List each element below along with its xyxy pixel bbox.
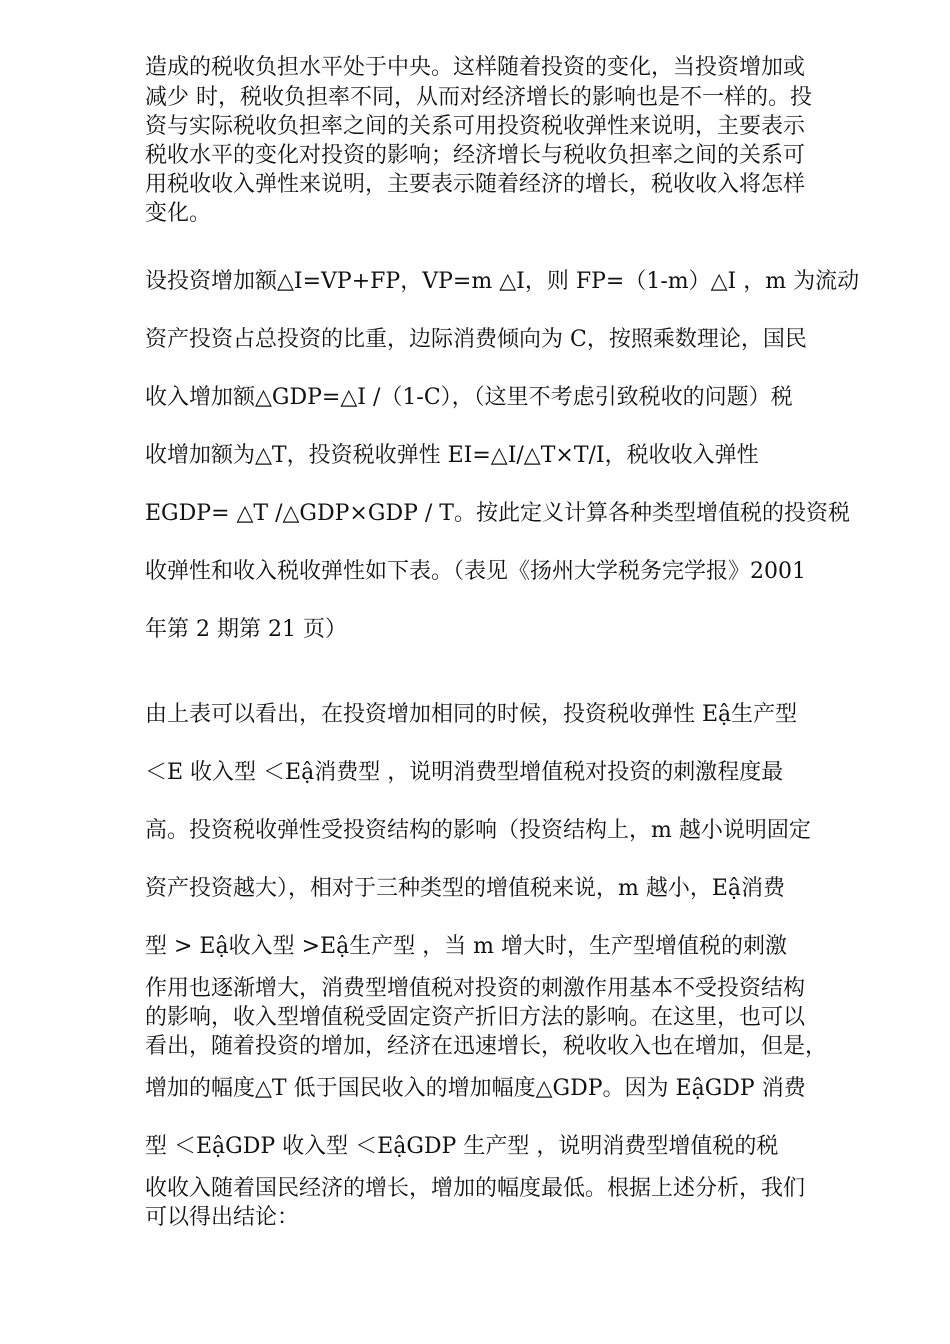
text-line: 年第 2 期第 21 页） xyxy=(145,617,347,642)
text-line: 资与实际税收负担率之间的关系可用投资税收弹性来说明，主要表示 xyxy=(145,114,806,139)
text-line: 收增加额为△T，投资税收弹性 EI=△I/△T×T/I，税收收入弹性 xyxy=(145,443,759,468)
text-line: 造成的税收负担水平处于中央。这样随着投资的变化，当投资增加或 xyxy=(145,55,806,80)
text-line: 由上表可以看出，在投资增加相同的时候，投资税收弹性 Eậ生产型 xyxy=(145,702,798,727)
text-line: 减少 时，税收负担率不同，从而对经济增长的影响也是不一样的。投 xyxy=(145,85,812,110)
text-line: 的影响，收入型增值税受固定资产折旧方法的影响。在这里，也可以 xyxy=(145,1005,806,1030)
text-line: 可以得出结论： xyxy=(145,1205,300,1230)
text-line: 高。投资税收弹性受投资结构的影响（投资结构上，m 越小说明固定 xyxy=(145,818,811,843)
text-line: 作用也逐渐增大，消费型增值税对投资的刺激作用基本不受投资结构 xyxy=(145,976,806,1001)
text-line: 型 ＜EậGDP 收入型 ＜EậGDP 生产型 ，说明消费型增值税的税 xyxy=(145,1134,779,1159)
text-line: 设投资增加额△I=VP+FP，VP=m △I，则 FP=（1-m）△I ，m 为流动 xyxy=(145,269,860,294)
text-line: 增加的幅度△T 低于国民收入的增加幅度△GDP。因为 EậGDP 消费 xyxy=(145,1076,806,1101)
text-line: ＜E 收入型 ＜Eậ消费型 ，说明消费型增值税对投资的刺激程度最 xyxy=(145,760,784,785)
text-line: 收弹性和收入税收弹性如下表。（表见《扬州大学税务完学报》2001 xyxy=(145,559,806,584)
text-line: 资产投资越大），相对于三种类型的增值税来说，m 越小，Eậ消费 xyxy=(145,876,786,901)
text-line: 收入增加额△GDP=△I /（1-C），（这里不考虑引致税收的问题）税 xyxy=(145,385,793,410)
text-line: 用税收收入弹性来说明，主要表示随着经济的增长，税收收入将怎样 xyxy=(145,172,806,197)
text-line: 看出，随着投资的增加，经济在迅速增长，税收收入也在增加，但是， xyxy=(145,1034,828,1059)
text-line: 资产投资占总投资的比重，边际消费倾向为 C，按照乘数理论，国民 xyxy=(145,327,807,352)
text-line: 税收水平的变化对投资的影响；经济增长与税收负担率之间的关系可 xyxy=(145,143,806,168)
text-line: 收收入随着国民经济的增长，增加的幅度最低。根据上述分析，我们 xyxy=(145,1176,806,1201)
text-line: EGDP= △T /△GDP×GDP / T。按此定义计算各种类型增值税的投资税 xyxy=(145,501,850,526)
text-line: 型 > Eậ收入型 >Eậ生产型 ，当 m 增大时，生产型增值税的刺激 xyxy=(145,934,788,959)
text-line: 变化。 xyxy=(145,201,212,226)
